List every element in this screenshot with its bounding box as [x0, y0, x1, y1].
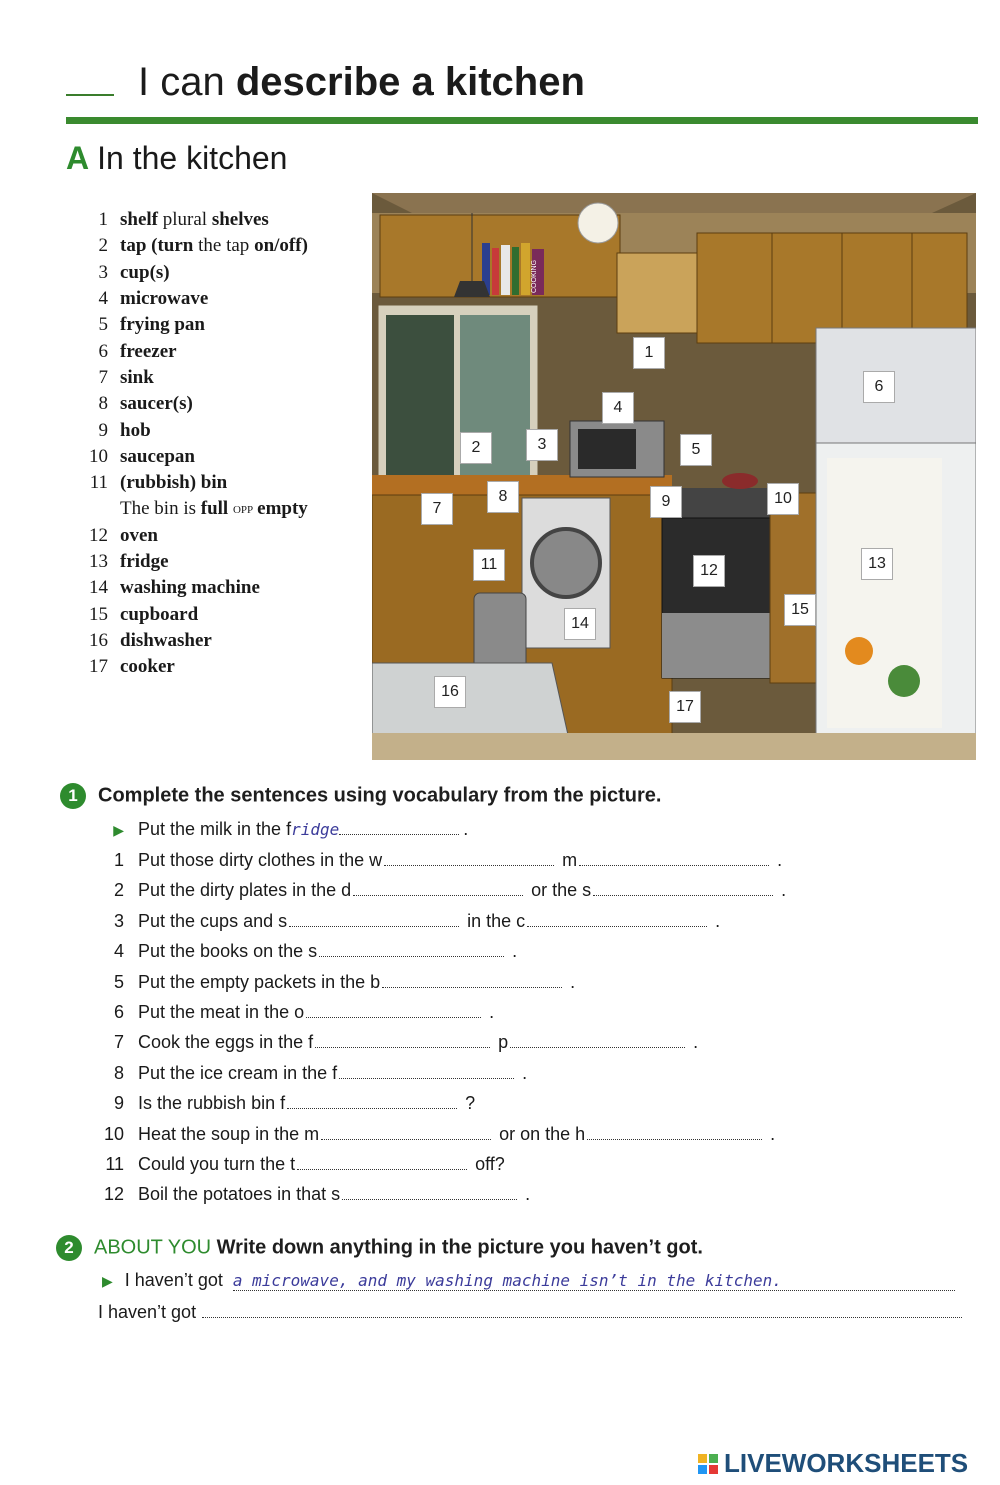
vocab-text: hob [120, 419, 151, 441]
item-text: Boil the potatoes in that s [138, 1184, 341, 1205]
picture-label-12: 12 [693, 555, 725, 587]
answer-blank[interactable] [306, 1001, 481, 1018]
answer-blank[interactable] [384, 849, 554, 866]
picture-label-5: 5 [680, 434, 712, 466]
picture-label-6: 6 [863, 371, 895, 403]
vocab-number: 5 [98, 314, 108, 336]
vocab-item [86, 312, 376, 338]
exercise1-item [102, 1153, 505, 1175]
exercise1-item [102, 971, 575, 993]
item-text: Put those dirty clothes in the w [138, 850, 383, 870]
answer-blank[interactable] [382, 971, 562, 988]
vocab-text: fridge [120, 551, 169, 572]
vocab-number: 11 [89, 472, 108, 494]
item-text: . [781, 880, 787, 901]
item-text: . [693, 1032, 699, 1053]
vocab-text: The bin is [120, 498, 201, 520]
item-text: m [562, 850, 578, 870]
vocab-item [86, 628, 376, 654]
exercise2-number: 2 [56, 1235, 82, 1261]
vocab-text: frying pan [120, 314, 205, 336]
vocab-item [86, 286, 376, 312]
item-text: Cook the eggs in the f [138, 1032, 314, 1053]
item-number: 5 [113, 971, 124, 992]
answer-blank[interactable] [353, 879, 523, 896]
item-text: Put the books on the s [138, 941, 318, 962]
item-text: . [525, 1184, 531, 1205]
answer-blank[interactable] [321, 1123, 491, 1140]
vocab-item [86, 260, 376, 286]
item-text: Is the rubbish bin f [138, 1093, 286, 1114]
vocab-text: cupboard [120, 603, 199, 625]
picture-label-4: 4 [602, 392, 634, 424]
vocab-item [86, 391, 376, 417]
exercise1-item [102, 910, 720, 932]
item-number: 9 [113, 1093, 124, 1114]
exercise2-example-answer: a microwave, and my washing machine isn’t in the kitchen. [233, 1271, 955, 1291]
vocab-text: empty [257, 498, 308, 520]
vocab-number: 8 [98, 393, 108, 415]
section-title: In the kitchen [97, 140, 288, 176]
vocab-item [86, 575, 376, 601]
picture-label-9: 9 [650, 486, 682, 518]
item-text: Could you turn the t [138, 1154, 296, 1174]
vocab-number: 13 [89, 551, 108, 572]
vocabulary-list [86, 207, 376, 680]
vocab-number: 1 [98, 209, 108, 231]
exercise1-number: 1 [60, 783, 86, 809]
vocab-item [86, 654, 376, 680]
picture-label-17: 17 [669, 691, 701, 723]
answer-blank[interactable] [289, 910, 459, 927]
picture-label-15: 15 [784, 594, 816, 626]
vocab-item [86, 338, 376, 364]
vocab-number: 2 [98, 235, 108, 257]
book-spine-label: COOKING [531, 259, 538, 293]
vocab-text: saucer(s) [120, 393, 193, 415]
item-number: 2 [113, 880, 124, 901]
vocab-text: saucepan [120, 445, 195, 467]
picture-label-13: 13 [861, 548, 893, 580]
exercise2-heading [56, 1235, 703, 1261]
answer-blank[interactable] [527, 910, 707, 927]
vocab-number: 16 [89, 629, 108, 651]
picture-label-11: 11 [473, 549, 505, 581]
exercise1-item [102, 849, 782, 871]
vocab-item [86, 601, 376, 627]
item-text: . [770, 1123, 776, 1144]
vocab-item [86, 496, 376, 522]
exercise2-tag: ABOUT YOU [94, 1236, 212, 1259]
logo-icon [698, 1454, 718, 1474]
picture-label-16: 16 [434, 676, 466, 708]
section-letter: A [66, 140, 90, 176]
vocab-item [86, 523, 376, 549]
answer-blank[interactable] [287, 1092, 457, 1109]
vocab-item [86, 470, 376, 496]
exercise1-item [102, 1123, 775, 1145]
vocab-number: 15 [89, 603, 108, 625]
answer-blank[interactable] [339, 1062, 514, 1079]
item-number: 3 [113, 910, 124, 931]
kitchen-illustration [372, 193, 976, 760]
vocab-number: 3 [98, 261, 108, 283]
answer-blank[interactable] [319, 940, 504, 957]
vocab-item [86, 207, 376, 233]
item-number: 12 [103, 1184, 124, 1205]
item-text: Put the meat in the o [138, 1002, 305, 1022]
title-rule [66, 117, 978, 124]
page-title: I can describe a kitchen [138, 60, 585, 104]
answer-blank[interactable] [587, 1123, 762, 1140]
item-text: Put the dirty plates in the d [138, 880, 352, 901]
item-text: or on the h [499, 1123, 586, 1144]
exercise1-example: ▶ Put the milk in the f ridge . [113, 819, 469, 839]
item-text: . [777, 850, 783, 870]
vocab-text: cup(s) [120, 261, 170, 283]
example-answer: ridge [291, 820, 340, 839]
vocab-number: 10 [89, 445, 108, 467]
item-text: . [512, 941, 518, 962]
item-text: Put the cups and s [138, 910, 288, 931]
vocab-item [86, 549, 376, 575]
vocab-number: 14 [89, 577, 108, 599]
picture-label-10: 10 [767, 483, 799, 515]
answer-blank[interactable] [579, 849, 769, 866]
item-text: in the c [467, 910, 526, 931]
item-text: ? [465, 1093, 476, 1114]
exercise1-item [102, 879, 786, 901]
vocab-text: plural [158, 209, 212, 231]
exercise1-heading [60, 783, 661, 809]
vocab-text: shelves [211, 209, 269, 231]
vocab-text: freezer [120, 340, 177, 362]
item-text: Put the empty packets in the b [138, 971, 381, 992]
item-number: 8 [113, 1062, 124, 1083]
item-number: 4 [113, 941, 124, 962]
vocab-text: (rubbish) bin [120, 472, 228, 494]
vocab-text: shelf [120, 209, 158, 231]
item-number: 11 [105, 1154, 124, 1174]
example-arrow-icon: ▶ [113, 822, 124, 838]
exercise2-instruction: Write down anything in the picture you haven’t got. [216, 1236, 703, 1259]
vocab-text: on/off) [254, 235, 308, 257]
vocab-text: washing machine [120, 577, 260, 599]
exercise1-item [102, 1001, 494, 1023]
exercise1-item [102, 1183, 530, 1205]
item-text: . [715, 910, 721, 931]
item-number: 6 [113, 1002, 124, 1022]
item-number: 1 [113, 850, 124, 870]
item-text: or the s [531, 880, 592, 901]
exercise1-item [102, 1031, 698, 1053]
vocab-number: 7 [98, 366, 108, 388]
exercise2-example: ▶ I haven’t got a microwave, and my washing machine isn’t in the kitchen. [98, 1270, 955, 1291]
vocab-text: sink [120, 366, 154, 388]
example2-arrow-icon: ▶ [102, 1273, 113, 1289]
vocab-text: full [200, 498, 233, 520]
vocab-text: microwave [120, 288, 209, 310]
item-text: off? [475, 1154, 505, 1174]
item-number: 10 [103, 1123, 124, 1144]
picture-label-14: 14 [564, 608, 596, 640]
vocab-item [86, 365, 376, 391]
picture-label-3: 3 [526, 429, 558, 461]
item-text: . [489, 1002, 495, 1022]
exercise2-answer-line: I haven’t got [98, 1301, 966, 1323]
vocab-number: 9 [98, 419, 108, 441]
item-text: Put the ice cream in the f [138, 1062, 338, 1083]
item-text: p [498, 1032, 509, 1053]
exercise1-item [102, 940, 517, 962]
exercise1-item [102, 1062, 527, 1084]
vocab-number: 17 [89, 656, 108, 678]
item-number: 7 [113, 1032, 124, 1053]
item-text: . [570, 971, 576, 992]
item-text: Heat the soup in the m [138, 1123, 320, 1144]
exercise2-answer-field[interactable] [202, 1301, 962, 1318]
section-heading [66, 140, 287, 177]
answer-blank[interactable] [593, 879, 773, 896]
exercise1-instruction: Complete the sentences using vocabulary from the picture. [98, 784, 662, 807]
answer-blank[interactable] [297, 1153, 467, 1170]
liveworksheets-logo: LIVEWORKSHEETS [698, 1448, 968, 1479]
vocab-item [86, 233, 376, 259]
picture-label-1: 1 [633, 337, 665, 369]
picture-label-8: 8 [487, 481, 519, 513]
vocab-text: opp [232, 500, 258, 518]
vocab-text: dishwasher [120, 629, 212, 651]
vocab-item [86, 444, 376, 470]
vocab-number: 6 [98, 340, 108, 362]
picture-label-2: 2 [460, 432, 492, 464]
vocab-text: the tap [198, 235, 255, 257]
vocab-number: 12 [89, 524, 108, 546]
answer-blank[interactable] [315, 1031, 490, 1048]
vocab-number: 4 [98, 288, 108, 310]
header-accent-line [66, 94, 114, 96]
picture-label-7: 7 [421, 493, 453, 525]
vocab-text: cooker [120, 656, 175, 678]
exercise1-item [102, 1092, 475, 1114]
vocab-item [86, 417, 376, 443]
item-text: . [522, 1062, 528, 1083]
answer-blank[interactable] [510, 1031, 685, 1048]
vocab-text: oven [120, 524, 158, 546]
vocab-text: tap (turn [120, 235, 199, 257]
answer-blank[interactable] [342, 1183, 517, 1200]
